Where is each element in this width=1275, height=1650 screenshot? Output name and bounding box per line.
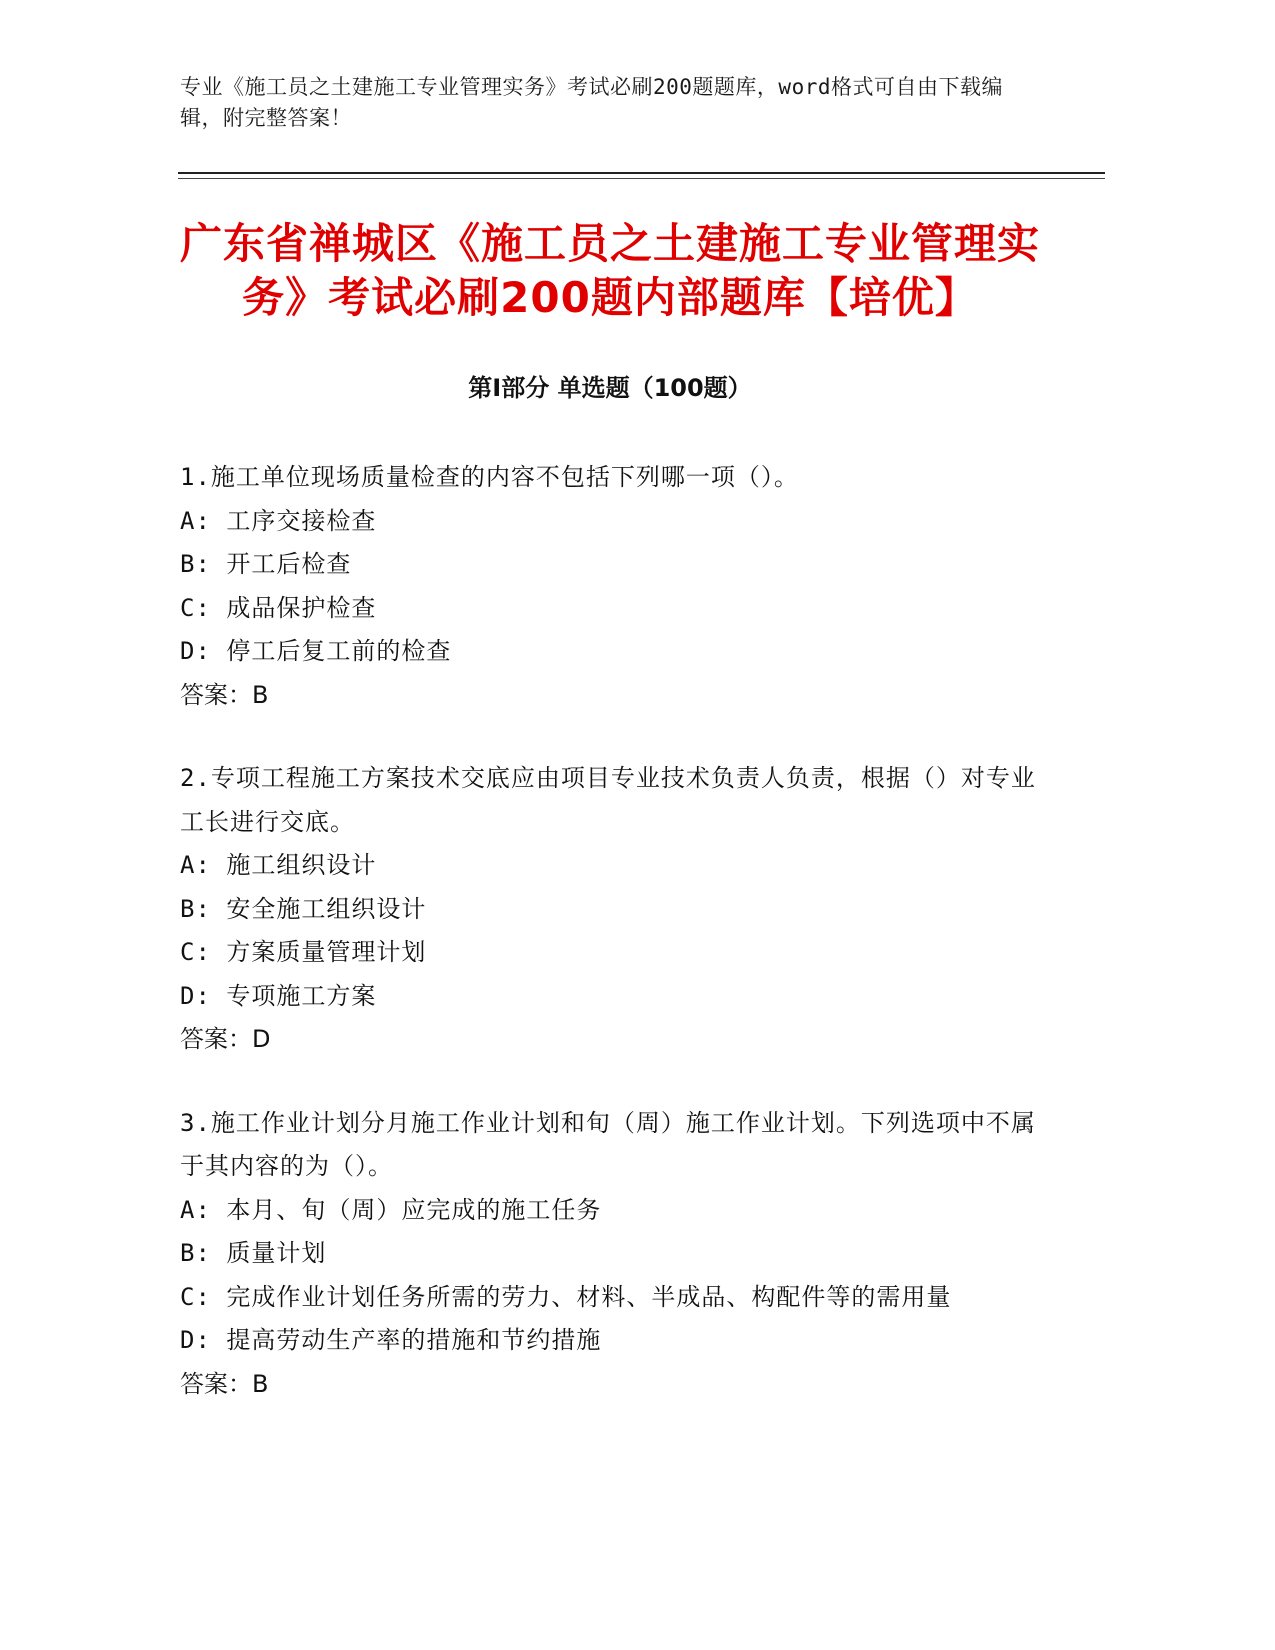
option-c: C: 成品保护检查: [180, 593, 377, 622]
answer: 答案：D: [180, 1025, 271, 1053]
option-c: C: 方案质量管理计划: [180, 938, 427, 966]
option-b: B: 安全施工组织设计: [180, 894, 427, 923]
question-2: [180, 757, 1040, 1062]
option-d: D: 提高劳动生产率的措施和节约措施: [180, 1326, 602, 1354]
header-divider-thin: [178, 178, 1105, 179]
option-b: B: 开工后检查: [180, 550, 352, 578]
document-title: 广东省禅城区《施工员之土建施工专业管理实务》考试必刷200题内部题库【培优】: [180, 219, 1041, 322]
section-title: 第I部分 单选题（100题）: [468, 374, 752, 402]
option-a: A: 本月、旬（周）应完成的施工任务: [180, 1195, 602, 1224]
option-a: A: 施工组织设计: [180, 851, 377, 879]
answer: 答案：B: [180, 680, 269, 709]
option-a: A: 工序交接检查: [180, 506, 377, 535]
answer: 答案：B: [180, 1369, 269, 1398]
question-1: [180, 456, 1040, 717]
question-text: 2.专项工程施工方案技术交底应由项目专业技术负责人负责，根据（）对专业工长进行交底。: [180, 764, 1036, 836]
header-note: 专业《施工员之土建施工专业管理实务》考试必刷200题题库，word格式可自由下载编辑，附完整答案！: [180, 75, 1003, 130]
option-b: B: 质量计划: [180, 1239, 327, 1267]
option-c: C: 完成作业计划任务所需的劳力、材料、半成品、构配件等的需用量: [180, 1282, 952, 1311]
question-3: [180, 1102, 1040, 1407]
option-d: D: 专项施工方案: [180, 981, 377, 1010]
header-divider-thick: [178, 172, 1105, 174]
option-d: D: 停工后复工前的检查: [180, 637, 452, 665]
question-text: 1.施工单位现场质量检查的内容不包括下列哪一项（）。: [180, 463, 799, 491]
question-list: [180, 456, 1040, 1446]
question-text: 3.施工作业计划分月施工作业计划和旬（周）施工作业计划。下列选项中不属于其内容的为（）。: [180, 1108, 1036, 1180]
